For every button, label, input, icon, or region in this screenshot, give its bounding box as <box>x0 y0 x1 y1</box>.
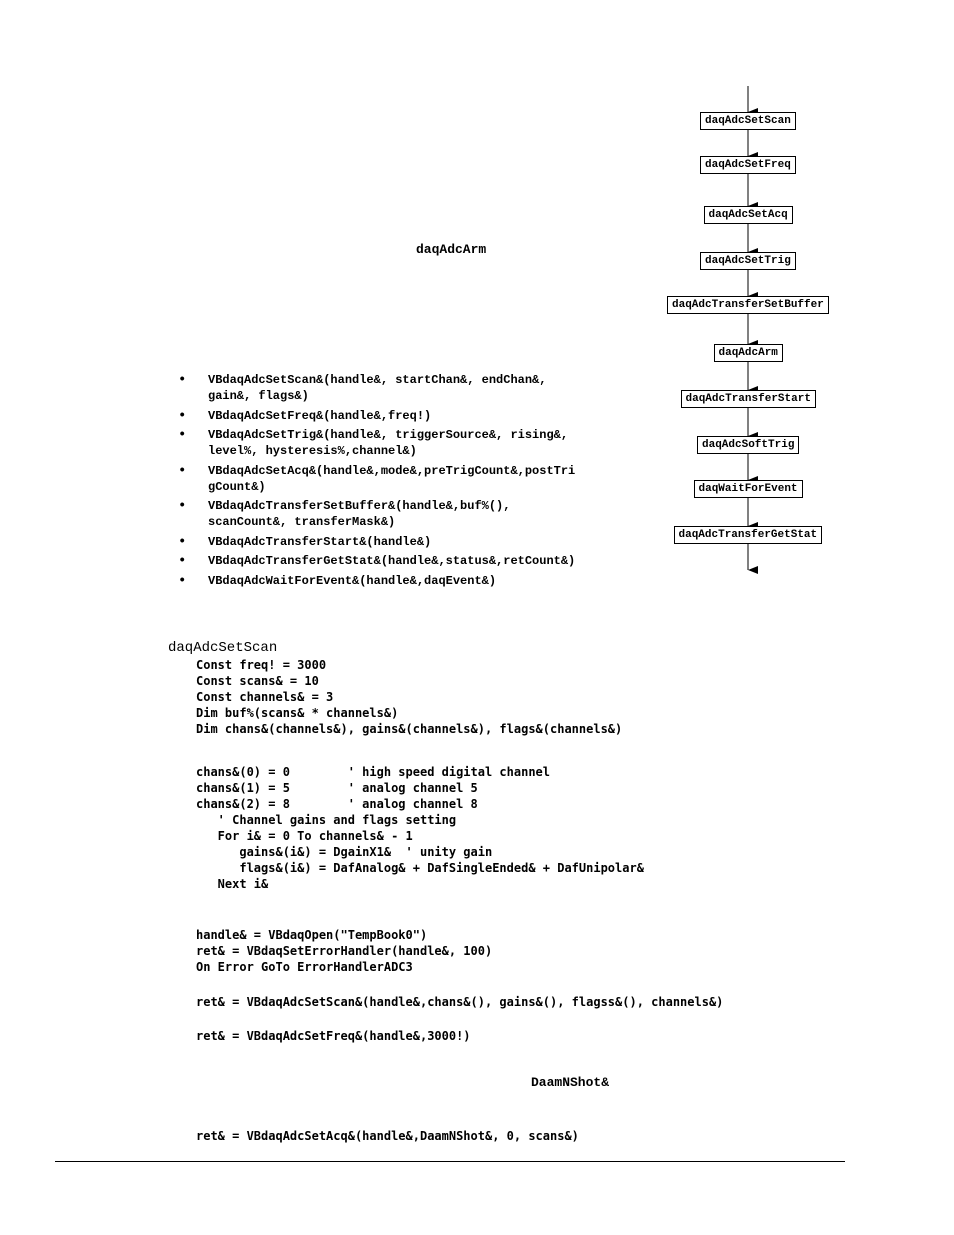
bullet-icon: • <box>178 553 187 569</box>
flow-step-set-scan: daqAdcSetScan <box>700 112 796 130</box>
flow-step-set-trig: daqAdcSetTrig <box>700 252 796 270</box>
bullet-icon: • <box>178 372 187 388</box>
flow-step-wait-for-event: daqWaitForEvent <box>694 480 803 498</box>
bullet-icon: • <box>178 427 187 443</box>
functions-list <box>178 372 648 592</box>
flowchart-arrows <box>640 80 860 580</box>
flow-step-set-freq: daqAdcSetFreq <box>700 156 796 174</box>
flow-step-arm: daqAdcArm <box>714 344 783 362</box>
flow-step-transfer-get-stat: daqAdcTransferGetStat <box>674 526 823 544</box>
flowchart <box>640 80 860 580</box>
flow-step-soft-trig: daqAdcSoftTrig <box>697 436 799 454</box>
code-set-scan: ret& = VBdaqAdcSetScan&(handle&,chans&(), gains&(), flagss&(), channels&) <box>196 995 724 1009</box>
code-set-acq: ret& = VBdaqAdcSetAcq&(handle&,DaamNShot&, 0, scans&) <box>196 1129 579 1143</box>
flow-step-set-acq: daqAdcSetAcq <box>704 206 793 224</box>
footer-divider <box>55 1161 845 1162</box>
intro-function-name: daqAdcArm <box>416 242 487 257</box>
code-set-freq: ret& = VBdaqAdcSetFreq&(handle&,3000!) <box>196 1029 471 1043</box>
code-declarations: Const freq! = 3000 Const scans& = 10 Const channels& = 3 Dim buf%(scans& * channels&) Dim chans&(channels&), gains&(channels&), flags&(channels&) <box>196 658 623 736</box>
list-item: • VBdaqAdcTransferStart&(handle&) <box>178 533 432 550</box>
bullet-icon: • <box>178 533 187 550</box>
list-item: • VBdaqAdcSetAcq&(handle&,mode&,preTrigCount&,postTri gCount&) <box>178 462 576 494</box>
mode-label: DaamNShot& <box>531 1075 610 1090</box>
flow-step-transfer-start: daqAdcTransferStart <box>681 390 816 408</box>
list-item: • VBdaqAdcSetScan&(handle&, startChan&, endChan&, gain&, flags&) <box>178 372 547 403</box>
flow-step-transfer-set-buffer: daqAdcTransferSetBuffer <box>667 296 829 314</box>
section-heading: daqAdcSetScan <box>168 640 278 656</box>
list-item: • VBdaqAdcTransferSetBuffer&(handle&,buf%(), scanCount&, transferMask&) <box>178 498 511 529</box>
bullet-icon: • <box>178 407 187 424</box>
list-item: • VBdaqAdcWaitForEvent&(handle&,daqEvent&) <box>178 572 497 589</box>
bullet-icon: • <box>178 498 187 514</box>
list-item: • VBdaqAdcSetTrig&(handle&, triggerSource&, rising&, level%, hysteresis%,channel&) <box>178 427 569 458</box>
list-item: • VBdaqAdcSetFreq&(handle&,freq!) <box>178 407 432 424</box>
bullet-icon: • <box>178 572 187 589</box>
bullet-icon: • <box>178 462 187 479</box>
list-item: • VBdaqAdcTransferGetStat&(handle&,status&,retCount&) <box>178 553 576 569</box>
code-channels: chans&(0) = 0 ' high speed digital channel chans&(1) = 5 ' analog channel 5 chans&(2) = 8 ' analog channel 8 ' Channel gains and flags setting For i& = 0 To channels& - 1 gains&(i&) = DgainX1& ' unity gain flags&(i&) = DafAnalog& + DafSingleEnded& + DafUnipolar& Next i& <box>196 765 644 891</box>
code-open: handle& = VBdaqOpen("TempBook0") ret& = VBdaqSetErrorHandler(handle&, 100) On Error GoTo ErrorHandlerADC3 <box>196 928 493 974</box>
